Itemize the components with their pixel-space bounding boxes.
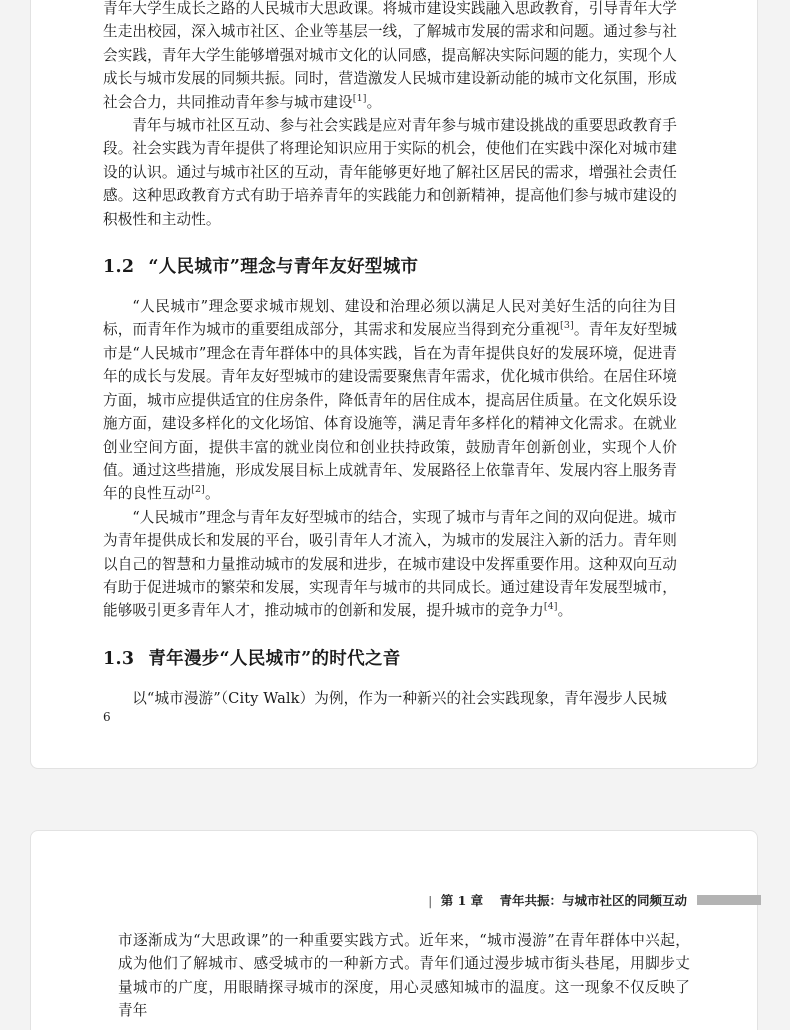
paragraph: 青年与城市社区互动、参与社会实践是应对青年参与城市建设挑战的重要思政教育手段。社会实践为青年提供了将理论知识应用于实际的机会，使他们在实践中深化对城市建设的认识。通过与城市社区的互动，青年能够更好地了解社区居民的需求，增强社会责任感。这种思政教育方式有助于培养青年的实践能力和创新精神，提高他们参与城市建设的积极性和主动性。 <box>103 117 677 228</box>
page-number: 6 <box>103 710 111 724</box>
citation-ref: [1] <box>352 92 367 104</box>
page-body <box>118 929 690 1023</box>
section-number: 1.3 <box>103 648 135 669</box>
paragraph-text: 青年大学生成长之路的人民城市大思政课。将城市建设实践融入思政教育，引导青年大学生走出校园，深入城市社区、企业等基层一线，了解城市发展的需求和问题。通过参与社会实践，青年大学生能够增强对城市文化的认同感，提高解决实际问题的能力，实现个人成长与城市发展的同频共振。同时，营造激发人民城市建设新动能的城市文化氛围，形成社会合力，共同推动青年参与城市建设 <box>103 0 677 111</box>
paragraph-tail: 。 <box>366 93 382 111</box>
paragraph <box>103 506 677 623</box>
paragraph: 市逐渐成为“大思政课”的一种重要实践方式。近年来，“城市漫游”在青年群体中兴起，成为他们了解城市、感受城市的一种新方式。青年们通过漫步城市街头巷尾，用脚步丈量城市的广度，用眼睛探寻城市的深度，用心灵感知城市的温度。这一现象不仅反映了青年 <box>118 932 690 1020</box>
section-heading-1-2 <box>103 255 677 279</box>
section-number: 1.2 <box>103 257 135 278</box>
running-header <box>428 891 687 909</box>
header-separator: | <box>428 893 433 908</box>
page-body <box>103 0 677 710</box>
citation-ref: [2] <box>191 484 205 496</box>
section-title: “人民城市”理念与青年友好型城市 <box>148 257 419 278</box>
paragraph-text: “人民城市”理念要求城市规划、建设和治理必须以满足人民对美好生活的向往为目标，而青年作为城市的重要组成部分，其需求和发展应当得到充分重视 <box>103 298 677 339</box>
paragraph: 以“城市漫游”（City Walk）为例，作为一种新兴的社会实践现象，青年漫步人民城 <box>132 689 667 707</box>
paragraph-tail: 。 <box>204 485 220 503</box>
paragraph-tail: 。 <box>557 602 573 620</box>
book-page-6 <box>30 0 758 769</box>
book-page-7 <box>30 830 758 1030</box>
citation-ref: [4] <box>543 601 558 613</box>
paragraph-text: “人民城市”理念与青年友好型城市的结合，实现了城市与青年之间的双向促进。城市为青年提供成长和发展的平台，吸引青年人才流入，为城市的发展注入新的活力。青年则以自己的智慧和力量推动城市的发展和进步，在城市建设中发挥重要作用。这种双向互动有助于促进城市的繁荣和发展，实现青年与城市的共同成长。通过建设青年发展型城市，能够吸引更多青年人才，推动城市的创新和发展，提升城市的竞争力 <box>103 508 677 620</box>
section-heading-1-3 <box>103 647 677 671</box>
header-decor-bar <box>697 895 761 905</box>
paragraph <box>103 0 677 114</box>
chapter-label: 第 1 章 <box>440 893 484 908</box>
paragraph-text: 。青年友好型城市是“人民城市”理念在青年群体中的具体实践，旨在为青年提供良好的发展环境，促进青年的成长与发展。青年友好型城市的建设需要聚焦青年需求，优化城市供给。在居住环境方面，城市应提供适宜的住房条件，降低青年的居住成本，提高居住质量。在文化娱乐设施方面，建设多样化的文化场馆、体育设施等，满足青年多样化的精神文化需求。在就业创业空间方面，提供丰富的就业岗位和创业扶持政策，鼓励青年创新创业，实现个人价值。通过这些措施，形成发展目标上成就青年、发展路径上依靠青年、发展内容上服务青年的良性互动 <box>103 321 677 503</box>
section-title: 青年漫步“人民城市”的时代之音 <box>148 648 401 669</box>
chapter-title: 青年共振：与城市社区的同频互动 <box>499 893 687 908</box>
citation-ref: [3] <box>560 320 574 332</box>
paragraph <box>103 295 677 506</box>
